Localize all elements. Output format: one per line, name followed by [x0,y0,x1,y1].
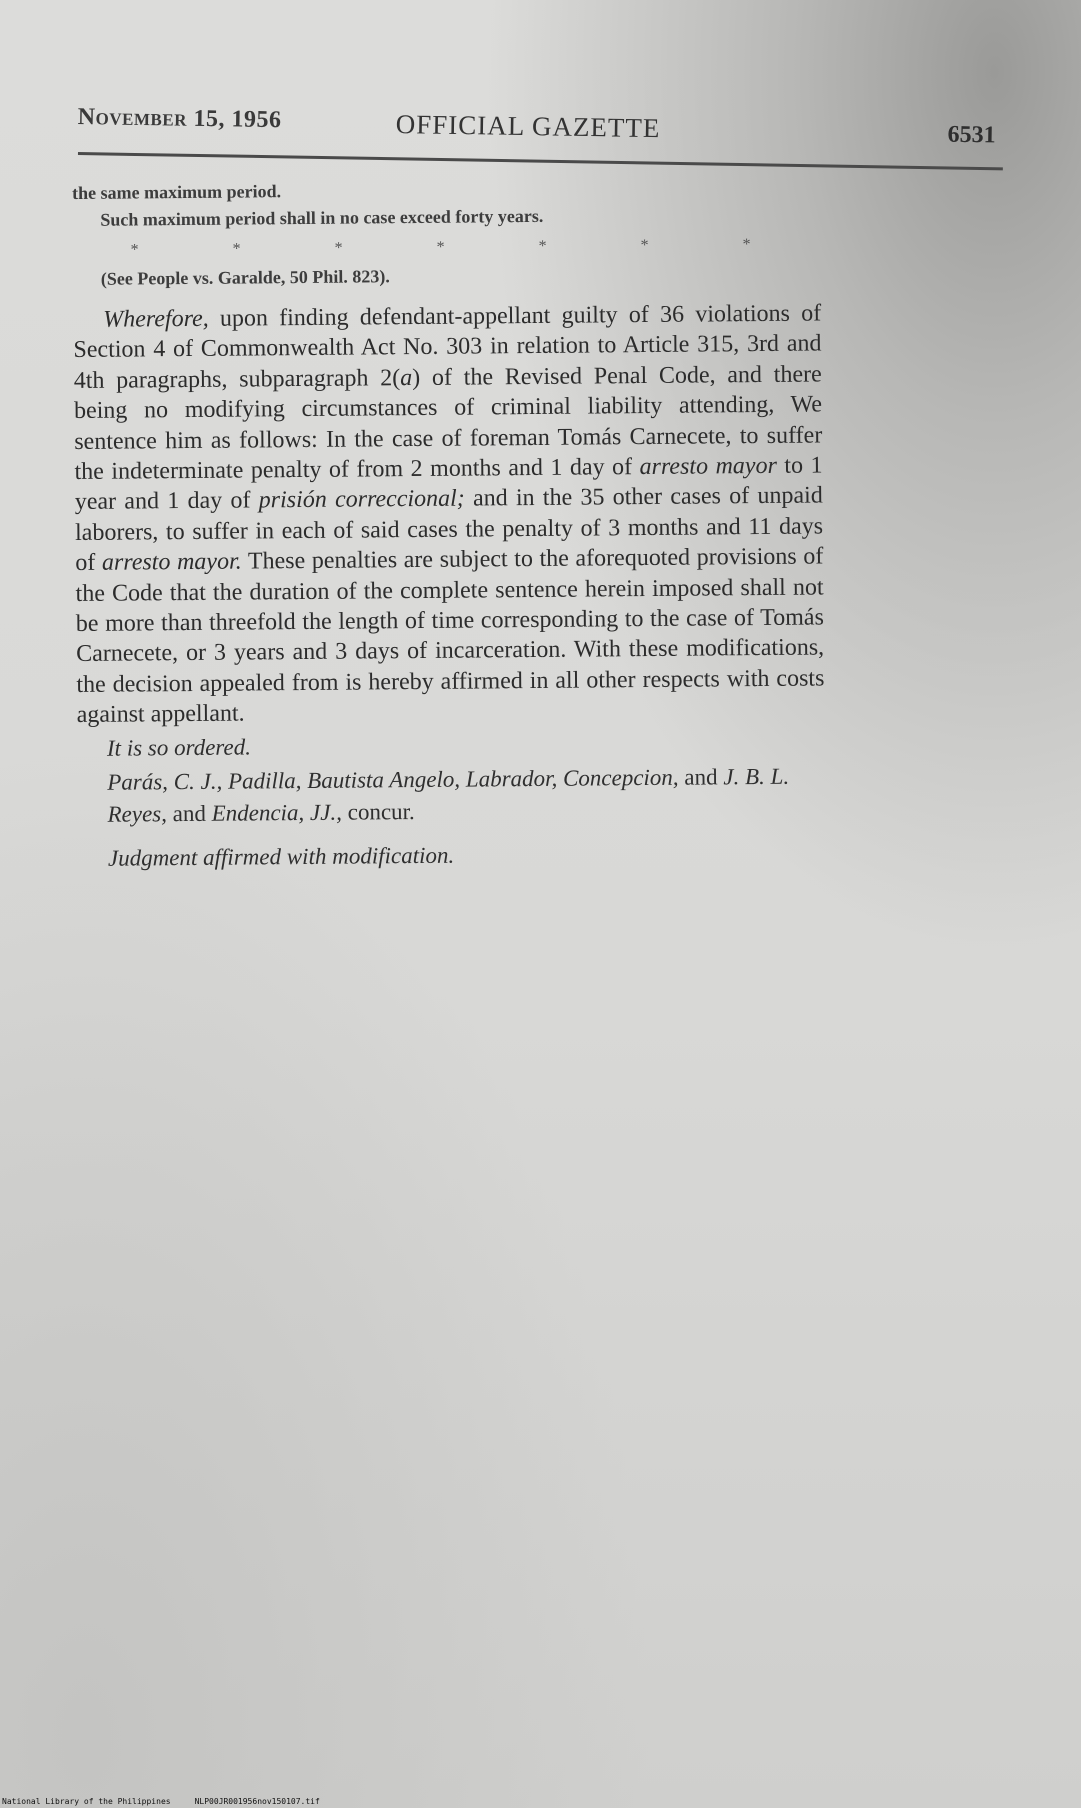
italic-a: a [400,364,413,391]
star: * [334,239,343,257]
footer-file-id: NLP00JR001956nov150107.tif [194,1797,320,1806]
lead-italic: Wherefore, [103,305,209,333]
page-number: 6531 [947,121,996,149]
quote-line-2: Such maximum period shall in no case exceed forty years. [100,205,544,230]
and-text-1: and [678,764,724,790]
so-ordered [77,726,825,765]
header-title: OFFICIAL GAZETTE [395,108,661,144]
decision-paragraph [73,298,825,730]
justices-names-2: J. B. L. Reyes, [107,763,790,827]
quote-line-1: the same maximum period. [72,181,282,203]
footer-library: National Library of the Philippines [2,1797,171,1806]
star: * [640,236,649,255]
page-header [77,104,1008,159]
so-ordered-text: It is so ordered. [106,734,252,761]
ellipsis-stars [131,236,751,259]
star: * [436,238,445,256]
paragraph-text-1: upon finding defendant-appellant guilty of 36 violations of Section 4 of Commonwealth Act No. 303 in relation to Article 315, 3rd and 4th paragraphs, subparagraph 2( [73,300,822,394]
paragraph-text-4: and in the 35 other cases of unpaid laborers, to suffer in each of said cases the penalty of 3 months and 11 days of [74,482,824,577]
citation: (See People vs. Garalde, 50 Phil. 823). [100,266,390,289]
star: * [742,236,751,254]
italic-prision-correccional: prisión correccional; [258,486,465,514]
star: * [538,237,547,255]
concur-text: concur. [341,798,415,825]
judgment-text: Judgment affirmed with modification. [107,842,455,871]
page-content [72,173,826,874]
header-date: November 15, 1956 [77,104,282,134]
concurring-justices [77,760,826,831]
star: * [130,241,139,259]
italic-arresto-mayor-2: arresto mayor. [101,548,242,577]
paragraph-text-5: These penalties are subject to the aforequoted provisions of the Code that the duration of the complete sentence herein imposed shall not be more than threefold the length of time corresponding to the case of Tomás Carnecete, or 3 years and 3 days of incarceration. With these modifications, the decision appealed from is hereby affirmed in all other respects with costs against appellant. [75,543,825,729]
paragraph-text-3: to 1 year and 1 day of [74,452,823,516]
justices-names-3: Endencia, JJ., [211,799,343,826]
justices-names-1: Parás, C. J., Padilla, Bautista Angelo, Labrador, Concepcion, [107,764,679,795]
star: * [232,240,241,258]
scan-footer [2,1797,344,1806]
paragraph-text-2: ) of the Revised Penal Code, and there being no modifying circumstances of criminal liability attending, We sentence him as follows: In the case of foreman Tomás Carnecete, to suffer the indeterminate penalty of from 2 months and 1 day of [73,361,823,486]
and-text-2: and [166,800,212,826]
italic-arresto-mayor-1: arresto mayor [639,452,777,481]
judgment-line [78,836,826,875]
